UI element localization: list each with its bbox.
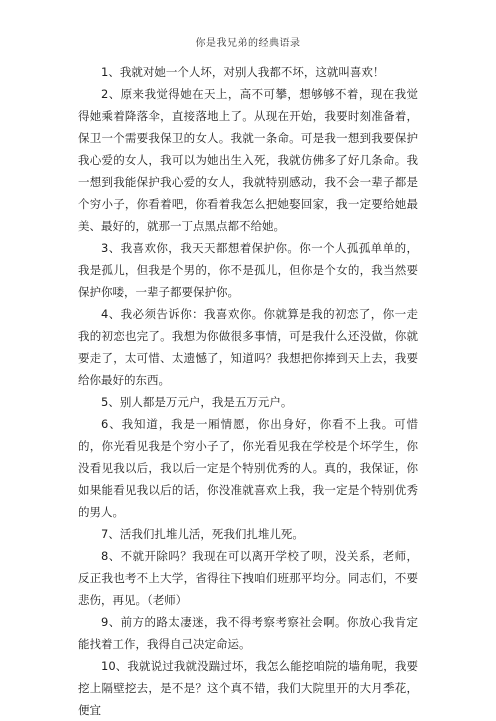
- quote-paragraph-7: 7、活我们扎堆儿活，死我们扎堆儿死。: [101, 527, 304, 541]
- quote-paragraph-6: 6、我知道，我是一厢情愿，你出身好，你看不上我。可惜的，你光看见我是个穷小子了，你光看见我在学校是个坏学生，你没看见我以后，我以后一定是个特别优秀的人。真的，我保证，你如果能看见我以后的话，你没准就喜欢上我，我一定是个特别优秀的男人。: [78, 417, 418, 519]
- quote-paragraph-8: 8、不就开除吗？我现在可以离开学校了呗，没关系，老师，反正我也考不上大学，省得往下拽咱们班那平均分。同志们，不要悲伤，再见。（老师）: [78, 549, 418, 607]
- document-title: 你是我兄弟的经典语录: [195, 38, 301, 49]
- quote-paragraph-10: 10、我就说过我就没踹过坏，我怎么能挖咱院的墙角呢，我要挖上隔壁挖去，是不是？这个真不错，我们大院里开的大月季花，便宜: [78, 659, 418, 717]
- quote-paragraph-4: 4、我必须告诉你：我喜欢你。你就算是我的初恋了，你一走我的初恋也完了。我想为你做很多事情，可是我什么还没做，你就要走了，太可惜、太遗憾了，知道吗？我想把你捧到天上去，我要给你最好的东西。: [78, 307, 418, 387]
- quote-paragraph-9: 9、前方的路太凄迷，我不得考察考察社会啊。你放心我肯定能找着工作，我得自己决定命运。: [78, 615, 418, 651]
- quote-paragraph-5: 5、别人都是万元户，我是五万元户。: [101, 395, 293, 409]
- quote-paragraph-3: 3、我喜欢你，我天天都想着保护你。你一个人孤孤单单的，我是孤儿，但我是个男的，你不是孤儿，但你是个女的，我当然要保护你喽，一辈子都要保护你。: [78, 241, 418, 299]
- quote-paragraph-2: 2、原来我觉得她在天上，高不可攀，想够够不着，现在我觉得她乘着降落伞，直接落地上了。从现在开始，我要时刻准备着，保卫一个需要我保卫的女人。我就一条命。可是我一想到我要保护我心爱的女人，我可以为她出生入死，我就仿佛多了好几条命。我一想到我能保护我心爱的女人，我就特别感动，我不会一辈子都是个穷小子，你看着吧，你看着我怎么把她娶回家，我一定要给她最美、最好的，就那一丁点黑点都不给她。: [78, 87, 418, 233]
- document-body: [78, 61, 418, 721]
- quote-paragraph-1: 1、我就对她一个人坏，对别人我都不坏，这就叫喜欢！: [101, 65, 385, 79]
